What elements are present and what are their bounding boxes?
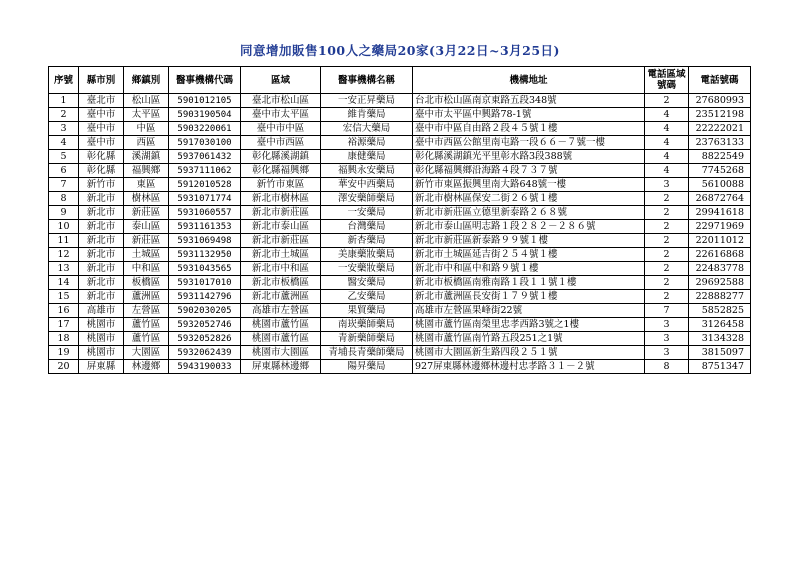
cell-phone: 3126458	[689, 318, 751, 332]
cell-phone: 27680993	[689, 94, 751, 108]
cell-address: 彰化縣溪湖鎮光平里彰水路3段388號	[413, 150, 645, 164]
table-row	[49, 206, 751, 220]
cell-county: 高雄市	[79, 304, 124, 318]
cell-no: 16	[49, 304, 79, 318]
cell-name: 乙安藥局	[321, 290, 413, 304]
cell-region: 新北市新莊區	[241, 206, 321, 220]
table-row	[49, 332, 751, 346]
cell-town: 土城區	[124, 248, 169, 262]
cell-address: 927屏東縣林邊鄉林邊村忠孝路３１－２號	[413, 360, 645, 374]
cell-area-code: 3	[645, 332, 689, 346]
cell-name: 裕源藥局	[321, 136, 413, 150]
cell-name: 美康藥妝藥局	[321, 248, 413, 262]
cell-county: 臺中市	[79, 136, 124, 150]
table-row	[49, 276, 751, 290]
cell-no: 19	[49, 346, 79, 360]
cell-phone: 22971969	[689, 220, 751, 234]
cell-code: 5917030100	[169, 136, 241, 150]
cell-phone: 26872764	[689, 192, 751, 206]
cell-town: 西區	[124, 136, 169, 150]
cell-address: 桃園市蘆竹區南榮里忠孝西路3號之1樓	[413, 318, 645, 332]
cell-address: 桃園市蘆竹區南竹路五段251之1號	[413, 332, 645, 346]
cell-code: 5932062439	[169, 346, 241, 360]
cell-name: 一安藥妝藥局	[321, 262, 413, 276]
cell-phone: 22011012	[689, 234, 751, 248]
cell-code: 5943190033	[169, 360, 241, 374]
cell-code: 5903190504	[169, 108, 241, 122]
document-title: 同意增加販售100人之藥局20家(3月22日~3月25日)	[240, 43, 560, 58]
cell-no: 18	[49, 332, 79, 346]
cell-address: 台北市松山區南京東路五段348號	[413, 94, 645, 108]
cell-region: 新北市蘆洲區	[241, 290, 321, 304]
cell-town: 松山區	[124, 94, 169, 108]
cell-region: 臺北市松山區	[241, 94, 321, 108]
cell-county: 新北市	[79, 234, 124, 248]
cell-town: 太平區	[124, 108, 169, 122]
cell-name: 南崁藥師藥局	[321, 318, 413, 332]
cell-area-code: 2	[645, 290, 689, 304]
cell-code: 5902030205	[169, 304, 241, 318]
cell-code: 5903220061	[169, 122, 241, 136]
cell-county: 屏東縣	[79, 360, 124, 374]
cell-region: 新竹市東區	[241, 178, 321, 192]
table-row	[49, 94, 751, 108]
table-row	[49, 248, 751, 262]
cell-region: 桃園市大園區	[241, 346, 321, 360]
cell-no: 12	[49, 248, 79, 262]
table-row	[49, 360, 751, 374]
cell-county: 新北市	[79, 248, 124, 262]
cell-name: 福興永安藥局	[321, 164, 413, 178]
cell-county: 新北市	[79, 220, 124, 234]
header-address: 機構地址	[413, 67, 645, 94]
cell-name: 維肯藥局	[321, 108, 413, 122]
cell-no: 9	[49, 206, 79, 220]
cell-code: 5931161353	[169, 220, 241, 234]
cell-address: 新北市土城區延吉街２５４號１樓	[413, 248, 645, 262]
cell-phone: 5852825	[689, 304, 751, 318]
cell-town: 中和區	[124, 262, 169, 276]
cell-address: 新北市泰山區明志路１段２８２－２８６號	[413, 220, 645, 234]
cell-county: 彰化縣	[79, 150, 124, 164]
cell-address: 新北市樹林區保安二街２６號１樓	[413, 192, 645, 206]
cell-address: 新竹市東區振興里南大路648號一樓	[413, 178, 645, 192]
cell-area-code: 4	[645, 164, 689, 178]
cell-no: 13	[49, 262, 79, 276]
table-row	[49, 108, 751, 122]
cell-town: 泰山區	[124, 220, 169, 234]
table-row	[49, 318, 751, 332]
cell-town: 樹林區	[124, 192, 169, 206]
cell-code: 5937061432	[169, 150, 241, 164]
cell-town: 蘆洲區	[124, 290, 169, 304]
cell-address: 桃園市大園區新生路四段２５１號	[413, 346, 645, 360]
cell-code: 5901012105	[169, 94, 241, 108]
cell-area-code: 3	[645, 178, 689, 192]
cell-no: 11	[49, 234, 79, 248]
cell-county: 臺北市	[79, 94, 124, 108]
cell-phone: 22616868	[689, 248, 751, 262]
cell-town: 東區	[124, 178, 169, 192]
cell-phone: 8822549	[689, 150, 751, 164]
header-no: 序號	[49, 67, 79, 94]
pharmacy-table	[48, 66, 751, 374]
cell-region: 屏東縣林邊鄉	[241, 360, 321, 374]
cell-county: 桃園市	[79, 346, 124, 360]
cell-town: 溪湖鎮	[124, 150, 169, 164]
cell-phone: 22222021	[689, 122, 751, 136]
header-name: 醫事機構名稱	[321, 67, 413, 94]
cell-name: 陽昇藥局	[321, 360, 413, 374]
cell-area-code: 7	[645, 304, 689, 318]
cell-no: 17	[49, 318, 79, 332]
cell-area-code: 4	[645, 150, 689, 164]
cell-address: 臺中市中區自由路２段４５號１樓	[413, 122, 645, 136]
cell-area-code: 4	[645, 136, 689, 150]
header-phone: 電話號碼	[689, 67, 751, 94]
cell-region: 高雄市左營區	[241, 304, 321, 318]
cell-name: 康健藥局	[321, 150, 413, 164]
cell-no: 2	[49, 108, 79, 122]
cell-area-code: 2	[645, 192, 689, 206]
cell-phone: 22483778	[689, 262, 751, 276]
cell-region: 新北市樹林區	[241, 192, 321, 206]
cell-no: 7	[49, 178, 79, 192]
cell-code: 5932052746	[169, 318, 241, 332]
cell-region: 新北市板橋區	[241, 276, 321, 290]
header-county: 縣市別	[79, 67, 124, 94]
cell-town: 板橋區	[124, 276, 169, 290]
cell-phone: 8751347	[689, 360, 751, 374]
cell-region: 彰化縣溪湖鎮	[241, 150, 321, 164]
cell-code: 5931142796	[169, 290, 241, 304]
cell-town: 蘆竹區	[124, 318, 169, 332]
cell-address: 新北市板橋區南雅南路１段１１號１樓	[413, 276, 645, 290]
cell-code: 5931071774	[169, 192, 241, 206]
cell-no: 15	[49, 290, 79, 304]
cell-name: 果貿藥局	[321, 304, 413, 318]
cell-code: 5912010528	[169, 178, 241, 192]
cell-phone: 3134328	[689, 332, 751, 346]
cell-region: 臺中市中區	[241, 122, 321, 136]
cell-no: 1	[49, 94, 79, 108]
table-row	[49, 262, 751, 276]
cell-no: 5	[49, 150, 79, 164]
cell-region: 新北市新莊區	[241, 234, 321, 248]
cell-code: 5931060557	[169, 206, 241, 220]
table-row	[49, 122, 751, 136]
cell-name: 一安藥局	[321, 206, 413, 220]
cell-county: 新北市	[79, 206, 124, 220]
header-code: 醫事機構代碼	[169, 67, 241, 94]
cell-address: 彰化縣福興鄉沿海路４段７３７號	[413, 164, 645, 178]
cell-region: 新北市土城區	[241, 248, 321, 262]
cell-area-code: 4	[645, 108, 689, 122]
table-row	[49, 234, 751, 248]
cell-town: 新莊區	[124, 234, 169, 248]
cell-no: 10	[49, 220, 79, 234]
cell-area-code: 2	[645, 220, 689, 234]
cell-region: 臺中市西區	[241, 136, 321, 150]
cell-region: 桃園市蘆竹區	[241, 332, 321, 346]
cell-county: 彰化縣	[79, 164, 124, 178]
cell-town: 新莊區	[124, 206, 169, 220]
cell-address: 臺中市西區公館里南屯路一段６６－７號一樓	[413, 136, 645, 150]
cell-phone: 22888277	[689, 290, 751, 304]
cell-code: 5931069498	[169, 234, 241, 248]
table-body	[49, 94, 751, 374]
cell-code: 5932052826	[169, 332, 241, 346]
cell-area-code: 3	[645, 346, 689, 360]
cell-area-code: 3	[645, 318, 689, 332]
cell-county: 新北市	[79, 290, 124, 304]
cell-name: 澤安藥師藥局	[321, 192, 413, 206]
cell-no: 8	[49, 192, 79, 206]
cell-phone: 23512198	[689, 108, 751, 122]
cell-no: 4	[49, 136, 79, 150]
header-region: 區域	[241, 67, 321, 94]
cell-name: 新杏藥局	[321, 234, 413, 248]
cell-county: 新北市	[79, 192, 124, 206]
cell-address: 新北市新莊區新泰路９９號１樓	[413, 234, 645, 248]
table-row	[49, 178, 751, 192]
cell-county: 臺中市	[79, 122, 124, 136]
cell-area-code: 4	[645, 122, 689, 136]
cell-region: 桃園市蘆竹區	[241, 318, 321, 332]
cell-region: 臺中市太平區	[241, 108, 321, 122]
table-row	[49, 304, 751, 318]
cell-town: 左營區	[124, 304, 169, 318]
cell-county: 新北市	[79, 262, 124, 276]
cell-address: 高雄市左營區果峰街22號	[413, 304, 645, 318]
cell-name: 宏信大藥局	[321, 122, 413, 136]
cell-town: 蘆竹區	[124, 332, 169, 346]
cell-region: 新北市泰山區	[241, 220, 321, 234]
cell-name: 一安正昇藥局	[321, 94, 413, 108]
cell-no: 20	[49, 360, 79, 374]
header-town: 鄉鎮別	[124, 67, 169, 94]
cell-area-code: 8	[645, 360, 689, 374]
cell-area-code: 2	[645, 234, 689, 248]
table-row	[49, 150, 751, 164]
cell-address: 臺中市太平區中興路78-1號	[413, 108, 645, 122]
cell-phone: 3815097	[689, 346, 751, 360]
cell-name: 青埔長青藥師藥局	[321, 346, 413, 360]
cell-area-code: 2	[645, 248, 689, 262]
cell-region: 彰化縣福興鄉	[241, 164, 321, 178]
cell-area-code: 2	[645, 276, 689, 290]
cell-area-code: 2	[645, 262, 689, 276]
cell-no: 14	[49, 276, 79, 290]
cell-county: 新北市	[79, 276, 124, 290]
table-row	[49, 220, 751, 234]
cell-name: 青新藥師藥局	[321, 332, 413, 346]
cell-county: 新竹市	[79, 178, 124, 192]
table-row	[49, 192, 751, 206]
cell-address: 新北市蘆洲區長安街１７９號１樓	[413, 290, 645, 304]
cell-town: 林邊鄉	[124, 360, 169, 374]
cell-phone: 5610088	[689, 178, 751, 192]
cell-phone: 29941618	[689, 206, 751, 220]
table-header-row	[49, 67, 751, 94]
cell-area-code: 2	[645, 206, 689, 220]
cell-town: 大園區	[124, 346, 169, 360]
cell-no: 3	[49, 122, 79, 136]
table-row	[49, 164, 751, 178]
cell-town: 福興鄉	[124, 164, 169, 178]
cell-code: 5931043565	[169, 262, 241, 276]
cell-county: 桃園市	[79, 332, 124, 346]
cell-address: 新北市中和區中和路９號１樓	[413, 262, 645, 276]
cell-name: 華安中西藥局	[321, 178, 413, 192]
cell-code: 5937111062	[169, 164, 241, 178]
cell-address: 新北市新莊區立德里新泰路２６８號	[413, 206, 645, 220]
cell-name: 醫安藥局	[321, 276, 413, 290]
cell-town: 中區	[124, 122, 169, 136]
cell-county: 臺中市	[79, 108, 124, 122]
table-row	[49, 346, 751, 360]
table-row	[49, 290, 751, 304]
cell-no: 6	[49, 164, 79, 178]
cell-phone: 29692588	[689, 276, 751, 290]
cell-county: 桃園市	[79, 318, 124, 332]
header-area-code: 電話區域號碼	[645, 67, 689, 94]
cell-phone: 23763133	[689, 136, 751, 150]
cell-code: 5931132950	[169, 248, 241, 262]
cell-name: 台灣藥局	[321, 220, 413, 234]
cell-phone: 7745268	[689, 164, 751, 178]
table-row	[49, 136, 751, 150]
cell-area-code: 2	[645, 94, 689, 108]
cell-region: 新北市中和區	[241, 262, 321, 276]
cell-code: 5931017010	[169, 276, 241, 290]
